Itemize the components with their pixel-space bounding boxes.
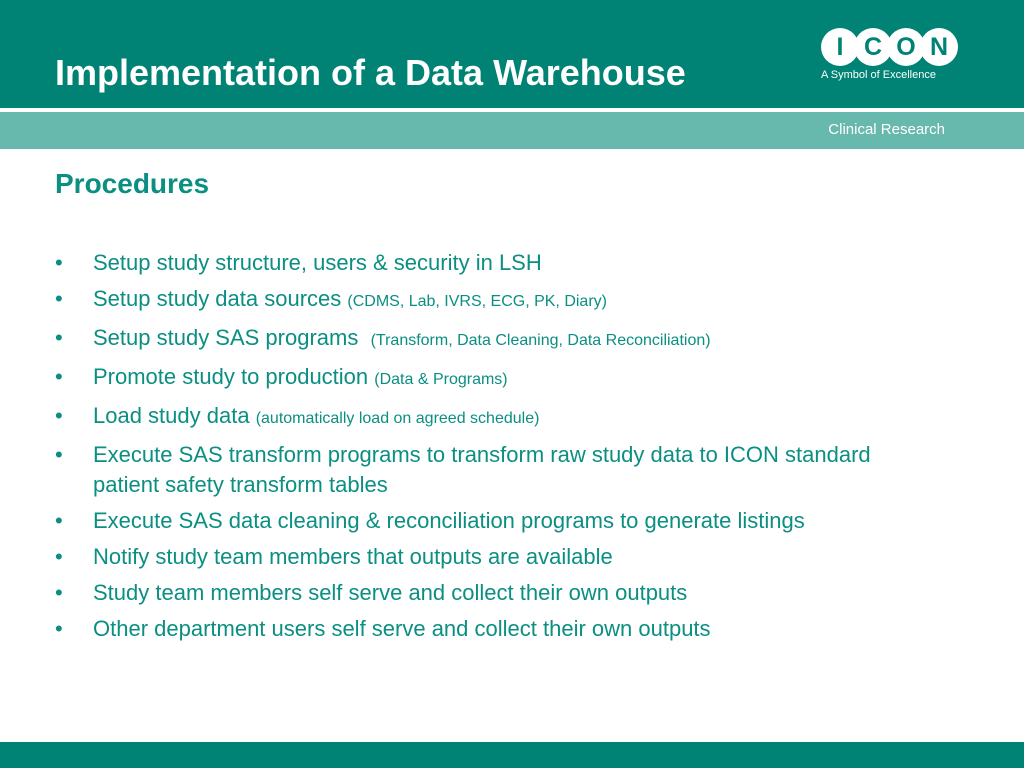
bullet-dot: • xyxy=(55,325,63,350)
bullet-text: Execute SAS transform programs to transform raw study data to ICON standard patient safety transform tables xyxy=(93,442,871,497)
bullet-text: Execute SAS data cleaning & reconciliation programs to generate listings xyxy=(93,508,805,533)
bullet-text: Other department users self serve and collect their own outputs xyxy=(93,616,711,641)
bullet-item xyxy=(55,248,935,278)
bullet-item xyxy=(55,614,935,644)
bullet-dot: • xyxy=(55,580,63,605)
bullet-dot: • xyxy=(55,508,63,533)
slide-title: Implementation of a Data Warehouse xyxy=(55,52,686,93)
bullet-note: (Transform, Data Cleaning, Data Reconciliation) xyxy=(370,332,711,349)
bullet-text: Notify study team members that outputs are available xyxy=(93,544,613,569)
bullet-note: (automatically load on agreed schedule) xyxy=(255,410,540,427)
bullet-text: Promote study to production xyxy=(93,364,375,389)
logo-letter-o: O xyxy=(887,28,925,66)
bullet-text: Setup study data sources xyxy=(93,286,348,311)
bullet-item xyxy=(55,284,935,317)
bullet-text: Setup study SAS programs xyxy=(93,325,371,350)
bullet-text: Setup study structure, users & security in LSH xyxy=(93,250,542,275)
bullet-item xyxy=(55,542,935,572)
bullet-item xyxy=(55,440,935,500)
logo-letters xyxy=(821,28,957,66)
bullet-item xyxy=(55,362,935,395)
logo-letter-c: C xyxy=(854,28,892,66)
bullet-list xyxy=(55,248,935,650)
bullet-dot: • xyxy=(55,364,63,389)
bullet-text: Study team members self serve and collect their own outputs xyxy=(93,580,688,605)
bullet-dot: • xyxy=(55,403,63,428)
bullet-item xyxy=(55,578,935,608)
bullet-dot: • xyxy=(55,544,63,569)
logo-letter-n: N xyxy=(920,28,958,66)
footer-band xyxy=(0,742,1024,768)
bullet-note: (Data & Programs) xyxy=(374,371,508,388)
bullet-dot: • xyxy=(55,616,63,641)
bullet-note: (CDMS, Lab, IVRS, ECG, PK, Diary) xyxy=(347,293,607,310)
clinical-research-label: Clinical Research xyxy=(828,121,945,138)
logo-letter-i: I xyxy=(821,28,859,66)
section-title: Procedures xyxy=(55,168,210,199)
icon-logo xyxy=(821,28,961,88)
bullet-text: Load study data xyxy=(93,403,256,428)
bullet-item xyxy=(55,506,935,536)
logo-tagline: A Symbol of Excellence xyxy=(821,69,936,81)
bullet-dot: • xyxy=(55,442,63,467)
bullet-dot: • xyxy=(55,250,63,275)
bullet-item xyxy=(55,323,935,356)
bullet-dot: • xyxy=(55,286,63,311)
bullet-item xyxy=(55,401,935,434)
